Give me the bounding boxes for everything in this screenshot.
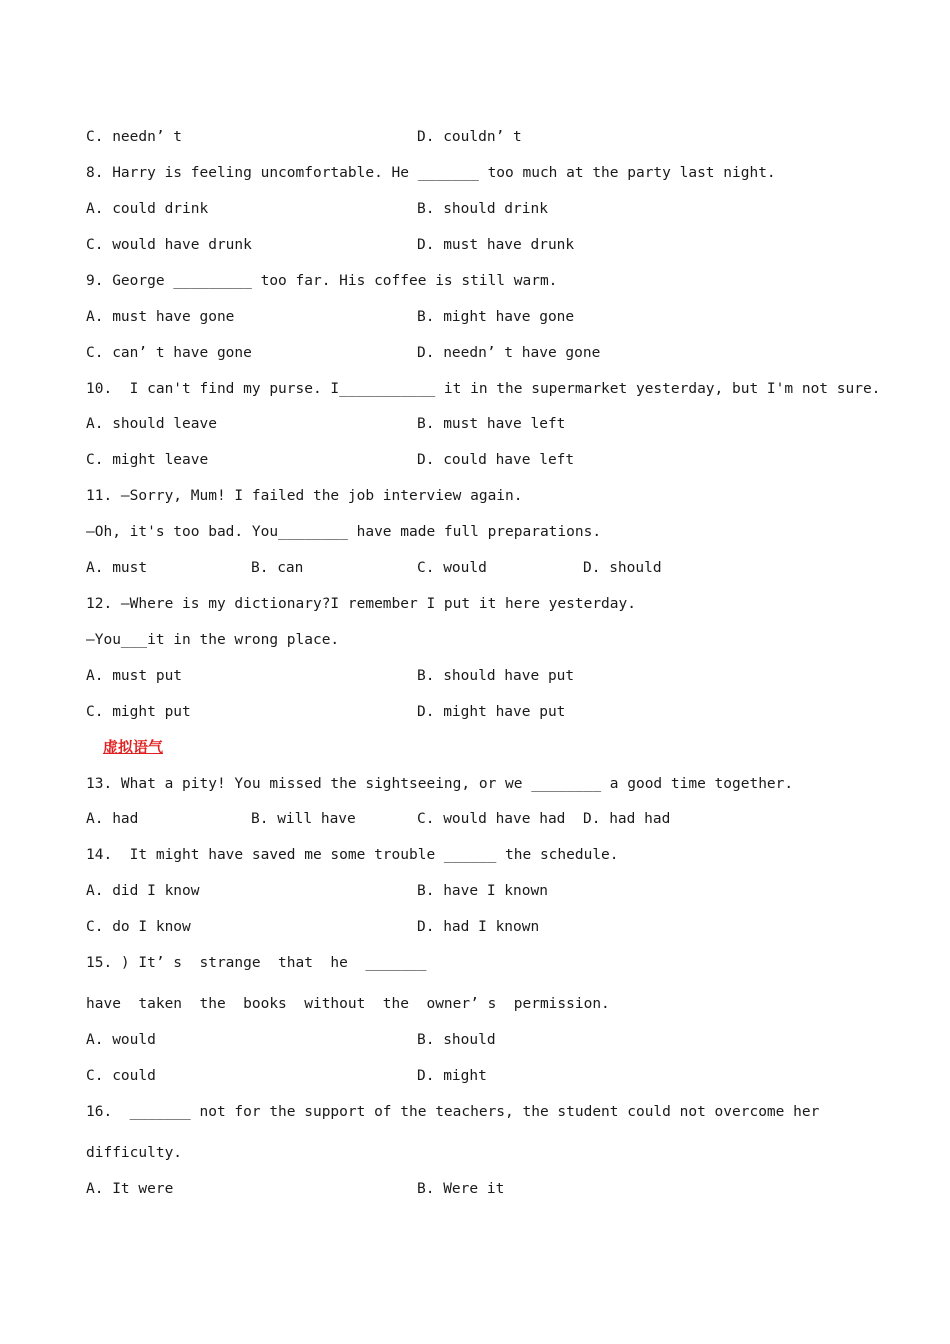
- q13-stem: 13. What a pity! You missed the sightseeing, or we ________ a good time together.: [86, 776, 794, 792]
- q14-option-b: B. have I known: [417, 883, 548, 899]
- q14-option-d: D. had I known: [417, 919, 540, 935]
- q15-option-a: A. would: [86, 1032, 156, 1048]
- q14-option-a: A. did I know: [86, 883, 200, 899]
- q12-option-a: A. must put: [86, 668, 183, 684]
- q11-option-a: A. must: [86, 560, 148, 576]
- q12-option-b: B. should have put: [417, 668, 575, 684]
- q12-stem-line1: 12. —Where is my dictionary?I remember I put it here yesterday.: [86, 596, 636, 612]
- q9-option-b: B. might have gone: [417, 309, 575, 325]
- q7-option-d: D. couldn’ t: [417, 129, 522, 145]
- q16-stem-line1: 16. _______ not for the support of the teachers, the student could not overcome her: [86, 1104, 820, 1120]
- q12-option-c: C. might put: [86, 704, 191, 720]
- q16-option-a: A. It were: [86, 1181, 174, 1197]
- q11-option-c: C. would: [417, 560, 487, 576]
- q13-option-c: C. would have had: [417, 811, 566, 827]
- q15-option-d: D. might: [417, 1068, 487, 1084]
- q15-option-c: C. could: [86, 1068, 156, 1084]
- q12-stem-line2: —You___it in the wrong place.: [86, 632, 340, 648]
- q11-stem-line1: 11. —Sorry, Mum! I failed the job interview again.: [86, 488, 523, 504]
- q10-option-c: C. might leave: [86, 452, 209, 468]
- q7-option-c: C. needn’ t: [86, 129, 183, 145]
- section-title: 虚拟语气: [103, 738, 164, 756]
- q15-stem-line2: have taken the books without the owner’ s permission.: [86, 996, 610, 1012]
- q11-option-d: D. should: [583, 560, 662, 576]
- q10-option-d: D. could have left: [417, 452, 575, 468]
- q13-option-a: A. had: [86, 811, 139, 827]
- q13-option-d: D. had had: [583, 811, 671, 827]
- q9-option-d: D. needn’ t have gone: [417, 345, 601, 361]
- q16-option-b: B. Were it: [417, 1181, 505, 1197]
- q10-option-a: A. should leave: [86, 416, 217, 432]
- q8-option-d: D. must have drunk: [417, 237, 575, 253]
- q8-option-c: C. would have drunk: [86, 237, 252, 253]
- q8-option-a: A. could drink: [86, 201, 209, 217]
- q14-option-c: C. do I know: [86, 919, 191, 935]
- q11-stem-line2: —Oh, it's too bad. You________ have made full preparations.: [86, 524, 602, 540]
- q9-option-c: C. can’ t have gone: [86, 345, 252, 361]
- q10-option-b: B. must have left: [417, 416, 566, 432]
- q15-stem-line1: 15. ) It’ s strange that he _______: [86, 955, 427, 971]
- q8-stem: 8. Harry is feeling uncomfortable. He _______ too much at the party last night.: [86, 165, 776, 181]
- q9-stem: 9. George _________ too far. His coffee is still warm.: [86, 273, 558, 289]
- q9-option-a: A. must have gone: [86, 309, 235, 325]
- q14-stem: 14. It might have saved me some trouble ______ the schedule.: [86, 847, 619, 863]
- q15-option-b: B. should: [417, 1032, 496, 1048]
- q13-option-b: B. will have: [251, 811, 356, 827]
- q16-stem-line2: difficulty.: [86, 1145, 183, 1161]
- q10-stem: 10. I can't find my purse. I___________ it in the supermarket yesterday, but I'm not sure.: [86, 381, 881, 397]
- q12-option-d: D. might have put: [417, 704, 566, 720]
- q8-option-b: B. should drink: [417, 201, 548, 217]
- q11-option-b: B. can: [251, 560, 304, 576]
